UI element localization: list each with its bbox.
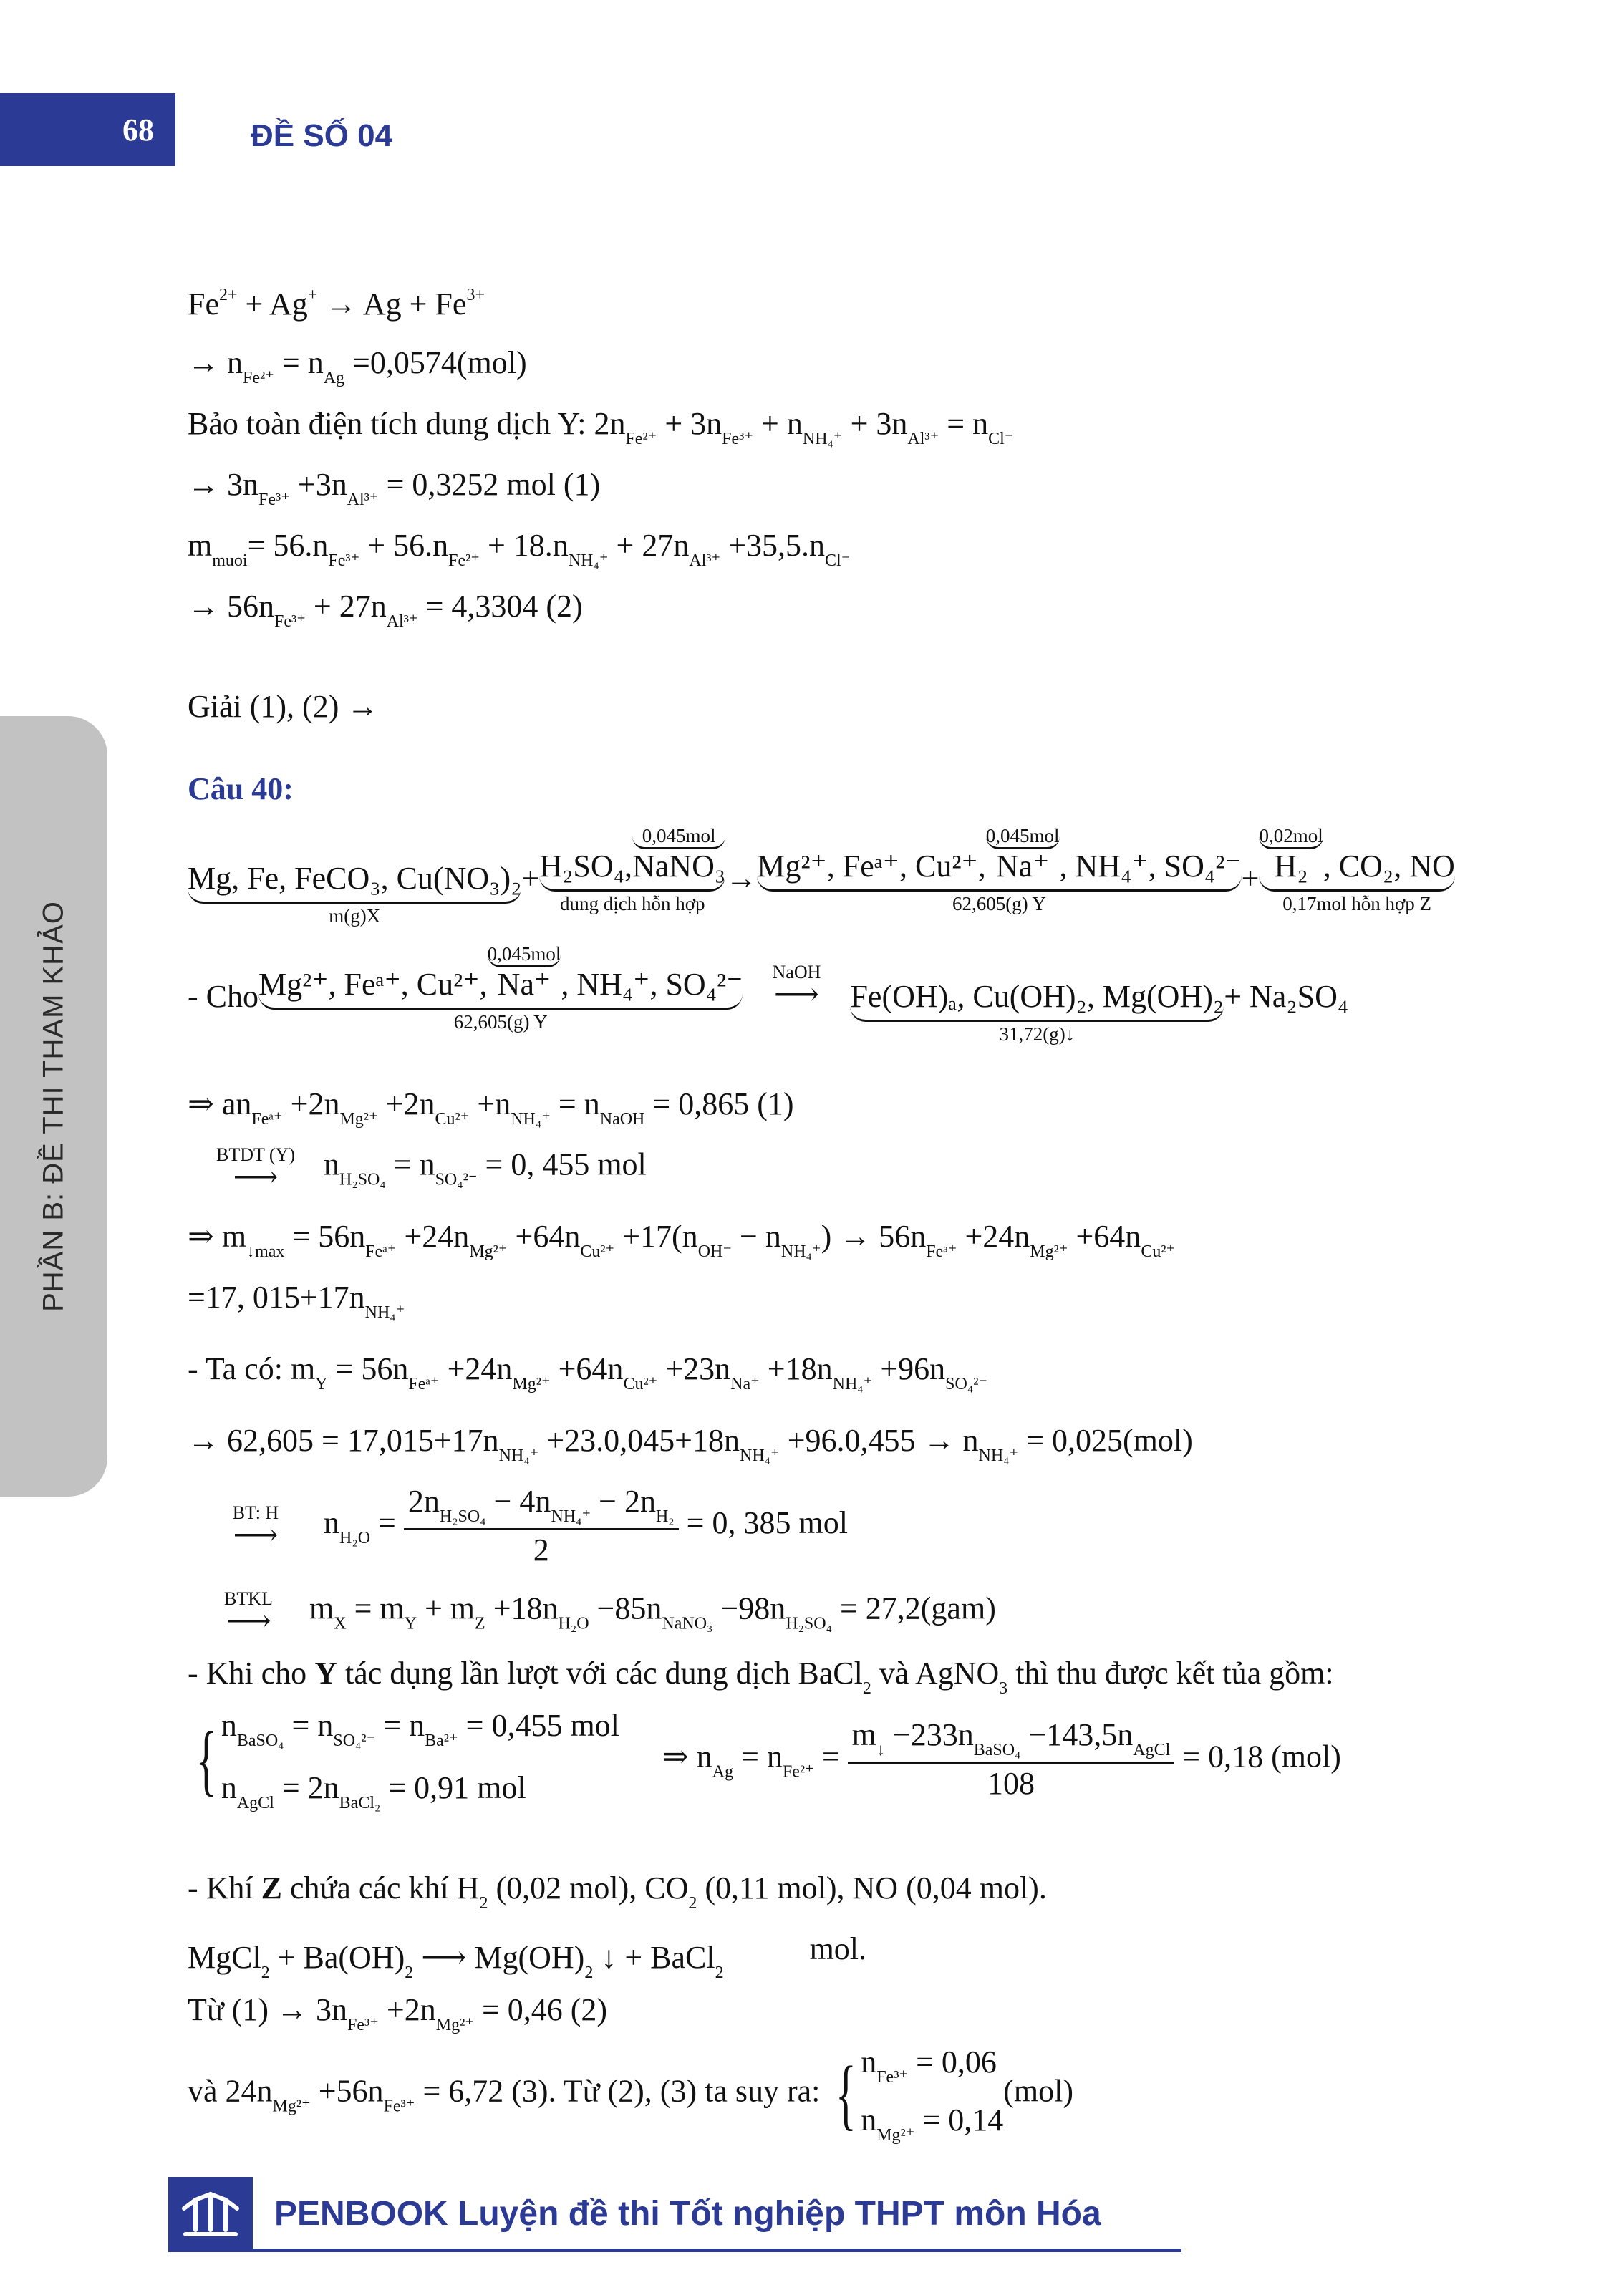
text: H₂O (339, 1529, 371, 1548)
text: Fe³⁺ (347, 2016, 379, 2034)
text: - Ta có: m (188, 1351, 316, 1386)
caption: 31,72(g)↓ (999, 1023, 1076, 1045)
arrow-icon: ⟶ (233, 1159, 279, 1194)
text: = 0,3252 mol (1) (378, 467, 601, 502)
text: = 2n (274, 1770, 339, 1806)
text: +96n (872, 1351, 946, 1386)
equation-line (188, 286, 485, 320)
text: Feᵃ⁺ (251, 1110, 283, 1129)
text: = 56.n (247, 528, 329, 563)
equation-line (188, 1282, 405, 1321)
text: +3n (289, 467, 347, 502)
text: +2n (377, 1086, 435, 1121)
underbrace-acid (539, 823, 725, 914)
arrow-label: BT: H (232, 1502, 279, 1524)
text: 2 (584, 1964, 594, 1982)
text: , NH₄⁺, SO₄²⁻ (1059, 849, 1242, 884)
text: chứa các khí H (282, 1870, 480, 1906)
question-heading: Câu 40: (188, 771, 294, 806)
text: OH⁻ (697, 1242, 733, 1261)
text: Ag (712, 1762, 734, 1782)
text: NH₄⁺ (551, 1507, 591, 1526)
text: Al³⁺ (907, 430, 939, 448)
arrow-icon: ⟶ (773, 977, 819, 1012)
text: = (370, 1505, 404, 1541)
text: và AgNO (871, 1656, 1000, 1691)
caption: 62,605(g) Y (952, 893, 1046, 914)
text: Feᵃ⁺ (408, 1375, 440, 1394)
text: + Na₂SO₄ (1224, 979, 1349, 1014)
text: = 0,06 (908, 2044, 997, 2080)
text: +23.0,045+18n (538, 1423, 740, 1458)
text: =0,0574(mol) (344, 345, 527, 380)
text: +2n (378, 1992, 436, 2027)
text: + 3n (842, 406, 908, 441)
text: = 0,865 (1) (644, 1086, 794, 1121)
text: = 0,18 (mol) (1174, 1739, 1341, 1774)
text: H₂SO₄ (339, 1170, 386, 1189)
text: Mg²⁺ (339, 1110, 378, 1129)
text-line (188, 1870, 1047, 1913)
text: = 0,14 (914, 2102, 1004, 2138)
text: 2 (688, 1894, 697, 1913)
text: Cl⁻ (988, 430, 1014, 448)
text: −85n (589, 1590, 662, 1626)
text: − 2n (591, 1484, 656, 1519)
section-title: ĐỀ SỐ 04 (251, 118, 393, 153)
text-line: Giải (1), (2) → (188, 689, 379, 724)
text: BaSO₄ (236, 1731, 284, 1750)
text: H₂ (1274, 849, 1308, 884)
text: = n (550, 1086, 600, 1121)
text: = 27,2(gam) (831, 1590, 996, 1626)
text: Fe³⁺ (274, 612, 306, 631)
caption: 0,045mol (488, 945, 561, 967)
text: +23n (657, 1351, 731, 1386)
text: ↓max (246, 1242, 285, 1261)
text: 3 (999, 1679, 1008, 1698)
fraction (404, 1486, 679, 1566)
text: → 62,605 = 17,015+17n (188, 1423, 499, 1458)
text: ↓ + BaCl (593, 1940, 715, 1975)
text: + Ba(OH) (269, 1940, 405, 1975)
arrow-label: BTKL (224, 1588, 273, 1609)
text: = 0,455 mol (458, 1708, 619, 1743)
brace-icon: { (836, 2050, 857, 2138)
text: = 4,3304 (2) (417, 589, 583, 624)
text: = 0, 385 mol (678, 1505, 848, 1541)
overbrace-h2 (1259, 823, 1323, 882)
text: + 3n (657, 406, 722, 441)
text: Ba²⁺ (425, 1731, 458, 1750)
side-tab-label: PHẦN B: ĐỀ THI THAM KHẢO (37, 901, 69, 1312)
reaction-scheme (188, 823, 1455, 926)
text: Mg²⁺ (469, 1242, 508, 1261)
caption: 0,045mol (632, 826, 725, 849)
arrow-label: NaOH (772, 962, 821, 982)
text: → 3n (188, 467, 258, 502)
text: Fe (188, 286, 219, 322)
text: Ag (323, 369, 345, 387)
text: , CO₂, NO (1323, 849, 1455, 884)
caption: m(g)X (329, 905, 381, 927)
text: - Khi cho (188, 1656, 315, 1691)
text: → 56n (188, 589, 274, 624)
text: = 0,025(mol) (1018, 1423, 1193, 1458)
text: ⇒ n (662, 1739, 712, 1774)
overbrace-nano3 (632, 823, 725, 882)
penbook-logo-icon (168, 2177, 253, 2249)
text: Al³⁺ (689, 551, 721, 570)
text: = n (284, 1708, 334, 1743)
text: Feᵃ⁺ (926, 1242, 957, 1261)
text: 2+ (219, 286, 238, 304)
text: + 18.n (479, 528, 569, 563)
footer (168, 2177, 1181, 2252)
text: BaCl₂ (339, 1794, 381, 1813)
text: + (521, 861, 540, 896)
text: = 56n (327, 1351, 409, 1386)
text: NH₄⁺ (832, 1375, 873, 1394)
equation-system (188, 1704, 1341, 1815)
text: H₂O (558, 1614, 589, 1633)
text: Na⁺ (497, 967, 551, 1002)
text: Cl⁻ (825, 551, 851, 570)
text: (0,02 mol), CO (488, 1870, 689, 1906)
text: MgCl (188, 1940, 261, 1975)
text: 2 (533, 1532, 549, 1568)
footer-title: PENBOOK Luyện đề thi Tốt nghiệp THPT môn Hóa (274, 2195, 1101, 2233)
text: +64n (550, 1351, 624, 1386)
equation-line (188, 2041, 1073, 2148)
text: Bảo toàn điện tích dung dịch Y: 2n (188, 406, 626, 441)
text: Mg²⁺ (512, 1375, 551, 1394)
text: + m (416, 1590, 475, 1626)
text: Al³⁺ (386, 612, 418, 631)
text: + (1241, 861, 1260, 896)
text: SO₄²⁻ (333, 1731, 376, 1750)
text: SO₄²⁻ (945, 1375, 988, 1394)
text: Fe²⁺ (243, 369, 274, 387)
text: +96.0,455 → n (779, 1423, 979, 1458)
text: n (861, 2102, 877, 2138)
system-rows (221, 1704, 619, 1815)
text: Na⁺ (730, 1375, 760, 1394)
text: −233n (884, 1717, 974, 1753)
text: = 6,72 (3). Từ (2), (3) ta suy ra: (415, 2073, 821, 2109)
text: +18n (759, 1351, 833, 1386)
text: NH₄⁺ (802, 430, 843, 448)
text: ⟶ Mg(OH) (413, 1940, 585, 1975)
text: NH₄⁺ (511, 1110, 551, 1129)
brace-icon: { (195, 1716, 217, 1804)
text: Fe³⁺ (328, 551, 360, 570)
text: = 0,46 (2) (473, 1992, 608, 2027)
fraction (848, 1719, 1175, 1800)
text: Fe²⁺ (782, 1762, 814, 1782)
text: Từ (1) → 3n (188, 1992, 348, 2027)
text: +24n (957, 1219, 1030, 1254)
text: → (725, 861, 758, 896)
labelled-arrow (188, 1588, 309, 1638)
equation-line (188, 1088, 794, 1128)
text: 3+ (466, 286, 485, 304)
text: +17(n (614, 1219, 698, 1254)
labelled-arrow (188, 1144, 324, 1194)
equation-line (188, 1425, 1193, 1464)
text: Al³⁺ (347, 491, 379, 509)
text: Cu²⁺ (1141, 1242, 1176, 1261)
equation-line (188, 1994, 607, 2034)
text: − n (732, 1219, 781, 1254)
text: n (324, 1505, 339, 1541)
equation-line (188, 347, 527, 387)
caption: 0,045mol (986, 826, 1060, 849)
text: +24n (439, 1351, 513, 1386)
text: Mg²⁺ (272, 2097, 311, 2116)
text: Fe³⁺ (876, 2068, 909, 2087)
overbrace-na (986, 823, 1060, 882)
text: n (221, 1708, 237, 1743)
text: Cu²⁺ (435, 1110, 470, 1129)
text: ) → 56n (821, 1219, 927, 1254)
equation-line (188, 1486, 848, 1566)
text: + (307, 286, 318, 304)
reaction-arrow (743, 962, 850, 1012)
equation-line (188, 530, 850, 569)
text: AgCl (1133, 1741, 1171, 1760)
caption: 0,02mol (1259, 826, 1323, 849)
text: H₂ (655, 1507, 675, 1526)
text: muoi (212, 551, 248, 570)
text: Y (404, 1614, 417, 1633)
text: Mg²⁺, Feᵃ⁺, Cu²⁺, (258, 967, 488, 1002)
text: , NH₄⁺, SO₄²⁻ (561, 967, 743, 1002)
text: = 0,91 mol (380, 1770, 526, 1806)
text: - Khí (188, 1870, 261, 1906)
text: NH₄⁺ (780, 1242, 821, 1261)
text: −98n (712, 1590, 786, 1626)
text: Y (315, 1375, 328, 1394)
text: = n (385, 1146, 435, 1182)
arrow-icon: ⟶ (233, 1517, 279, 1553)
text: → Ag + Fe (317, 286, 467, 322)
text: 2 (715, 1964, 724, 1982)
overbrace-na (488, 942, 561, 1000)
text-line (188, 1658, 1334, 1697)
text: NaNO₃ (662, 1614, 713, 1633)
text: Fe³⁺ (258, 491, 290, 509)
text: H₂SO₄ (439, 1507, 486, 1526)
caption: 62,605(g) Y (453, 1011, 548, 1033)
underbrace-y (258, 942, 743, 1032)
text: - Cho (188, 979, 258, 1014)
text: n (221, 1770, 237, 1806)
text: NH₄⁺ (978, 1446, 1019, 1465)
arrow-icon: ⟶ (226, 1603, 271, 1638)
text: = 0, 455 mol (477, 1146, 647, 1182)
text: Mg²⁺ (876, 2126, 915, 2145)
text: NaNO₃ (632, 849, 726, 884)
text: + n (753, 406, 803, 441)
text: thì thu được kết tủa gồm: (1007, 1656, 1334, 1691)
equation-line (188, 469, 600, 508)
underbrace-y (757, 823, 1241, 914)
text: +56n (310, 2073, 384, 2109)
text: +64n (1068, 1219, 1141, 1254)
text: m (188, 528, 213, 563)
text: = n (733, 1739, 783, 1774)
text: H₂SO₄, (539, 849, 632, 884)
equation-line (188, 1933, 866, 1981)
underbrace-x (188, 863, 521, 926)
caption: 0,17mol hỗn hợp Z (1282, 893, 1432, 914)
text: Mg²⁺ (435, 2016, 474, 2034)
text: BaSO₄ (973, 1741, 1021, 1760)
text: m (851, 1717, 876, 1753)
arrow-label: BTDT (Y) (216, 1144, 295, 1165)
text: 2 (479, 1894, 488, 1913)
text: Z (475, 1614, 485, 1633)
text: NH₄⁺ (568, 551, 609, 570)
text: Cu²⁺ (580, 1242, 615, 1261)
text: → n (188, 345, 243, 380)
text: Mg²⁺ (1030, 1242, 1068, 1261)
text: Feᵃ⁺ (365, 1242, 397, 1261)
equation-line (188, 1144, 647, 1194)
text: tác dụng lần lượt với các dung dịch BaCl (337, 1656, 863, 1691)
text: H₂SO₄ (786, 1614, 832, 1633)
text: −143,5n (1020, 1717, 1134, 1753)
text: 2 (862, 1679, 871, 1698)
equation-line (188, 591, 583, 630)
underbrace-product (850, 981, 1224, 1044)
text: n (861, 2044, 877, 2080)
text: m (309, 1590, 334, 1626)
equation-line (188, 1588, 996, 1638)
text: +2n (282, 1086, 340, 1121)
text: NH₄⁺ (739, 1446, 780, 1465)
text: ⇒ an (188, 1086, 252, 1121)
text: +64n (507, 1219, 581, 1254)
labelled-arrow (188, 1502, 324, 1553)
text: + 27n (608, 528, 690, 563)
equation-line (188, 1353, 987, 1393)
text: + Ag (237, 286, 308, 322)
text: + 56.n (359, 528, 449, 563)
text: +18n (485, 1590, 559, 1626)
text: X (334, 1614, 347, 1633)
text: AgCl (236, 1794, 274, 1813)
text: 2n (407, 1484, 440, 1519)
text: Fe²⁺ (625, 430, 657, 448)
text: = (813, 1739, 848, 1774)
text: +n (469, 1086, 511, 1121)
text: Fe²⁺ (448, 551, 480, 570)
text: NaOH (599, 1110, 645, 1129)
text: và 24n (188, 2073, 273, 2109)
text: Fe(OH)ₐ, Cu(OH)₂, Mg(OH)₂ (850, 981, 1224, 1022)
text: NH₄⁺ (498, 1446, 539, 1465)
text: Y (314, 1656, 337, 1691)
text: + 27n (305, 589, 387, 624)
reaction-scheme (188, 942, 1348, 1044)
text: = 56n (284, 1219, 366, 1254)
text: n (324, 1146, 339, 1182)
text: =17, 015+17n (188, 1280, 365, 1315)
text: Mg, Fe, FeCO₃, Cu(NO₃)₂ (188, 863, 521, 904)
text: = n (939, 406, 989, 441)
text: +24n (396, 1219, 470, 1254)
text: Na⁺ (995, 849, 1050, 884)
page-number: 68 (0, 93, 175, 166)
text: SO₄²⁻ (435, 1170, 478, 1189)
text: 108 (987, 1766, 1035, 1802)
text: 2 (261, 1964, 270, 1982)
text: = n (274, 345, 324, 380)
text: Cu²⁺ (623, 1375, 658, 1394)
equation-line (188, 1221, 1175, 1260)
text: ⇒ m (188, 1219, 247, 1254)
text: ↓ (876, 1741, 885, 1760)
text: +35,5.n (720, 528, 826, 563)
text: NH₄⁺ (364, 1303, 405, 1322)
text: (mol) (1003, 2073, 1073, 2109)
text: (0,11 mol), NO (0,04 mol). (697, 1870, 1047, 1906)
caption: dung dịch hỗn hợp (559, 893, 705, 914)
text: mol. (809, 1931, 867, 1966)
text: 2 (405, 1964, 414, 1982)
text: Z (261, 1870, 283, 1906)
text: − 4n (485, 1484, 551, 1519)
text: = m (346, 1590, 405, 1626)
underbrace-z (1259, 823, 1454, 914)
system-rows (861, 2041, 1003, 2148)
text: Fe³⁺ (383, 2097, 415, 2116)
equation-line (188, 408, 1013, 448)
text: Fe³⁺ (722, 430, 754, 448)
text: = n (375, 1708, 425, 1743)
text: Mg²⁺, Feᵃ⁺, Cu²⁺, (757, 849, 986, 884)
